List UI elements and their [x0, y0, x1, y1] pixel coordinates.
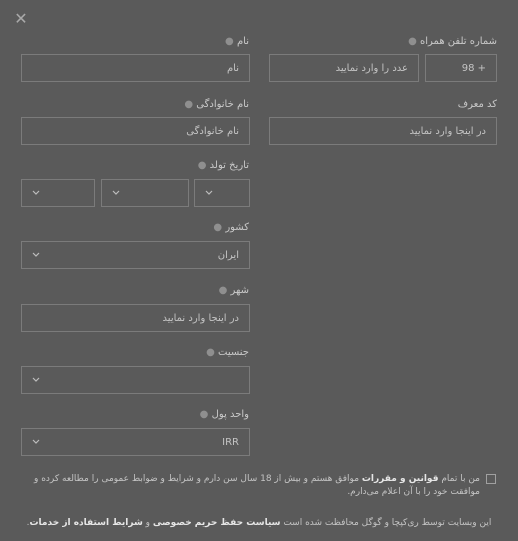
- phone-label: شماره تلفن همراه ●: [408, 36, 497, 47]
- phone-country-code[interactable]: 98 +: [425, 54, 497, 82]
- birth-day-select[interactable]: [194, 179, 250, 207]
- birth-month-select[interactable]: [101, 179, 189, 207]
- gender-label: جنسیت ●: [206, 347, 249, 358]
- terms-of-service-link[interactable]: شرایط استفاده از خدمات: [29, 518, 143, 528]
- terms-text: من با تمام قوانین و مقررات موافق هستم و بیش از 18 سال سن دارم و شرایط و ضوابط عمومی را مطالعه کرده و موافقت خود را با آن اعلام می‌دارم.: [33, 474, 480, 497]
- referral-label: کد معرف: [457, 99, 497, 110]
- chevron-down-icon: [205, 180, 213, 206]
- city-label: شهر ●: [218, 285, 249, 296]
- last-name-label: نام خانوادگی ●: [184, 99, 249, 110]
- close-icon[interactable]: ✕: [14, 9, 28, 28]
- chevron-down-icon: [32, 242, 40, 268]
- country-label: کشور ●: [213, 222, 249, 233]
- recaptcha-notice: این وبسایت توسط ری‌کپچا و گوگل محافظت شده است سیاست حفظ حریم خصوصی و شرایط استفاده از خدمات.: [26, 518, 492, 528]
- privacy-policy-link[interactable]: سیاست حفظ حریم خصوصی: [152, 518, 281, 528]
- phone-number-input[interactable]: عدد را وارد نمایید: [269, 54, 419, 82]
- terms-checkbox[interactable]: [486, 474, 496, 484]
- birth-year-select[interactable]: [21, 179, 95, 207]
- chevron-down-icon: [32, 429, 40, 455]
- first-name-label: نام ●: [225, 36, 249, 47]
- currency-select[interactable]: IRR: [21, 428, 250, 456]
- city-input[interactable]: در اینجا وارد نمایید: [21, 304, 250, 332]
- first-name-input[interactable]: نام: [21, 54, 250, 82]
- currency-label: واحد پول ●: [199, 409, 249, 420]
- referral-input[interactable]: در اینجا وارد نمایید: [269, 117, 497, 145]
- country-select[interactable]: ایران: [21, 241, 250, 269]
- chevron-down-icon: [32, 180, 40, 206]
- chevron-down-icon: [32, 367, 40, 393]
- chevron-down-icon: [112, 180, 120, 206]
- birthdate-label: تاریخ تولد ●: [197, 160, 249, 171]
- gender-select[interactable]: [21, 366, 250, 394]
- terms-link[interactable]: قوانین و مقررات: [361, 474, 439, 484]
- last-name-input[interactable]: نام خانوادگی: [21, 117, 250, 145]
